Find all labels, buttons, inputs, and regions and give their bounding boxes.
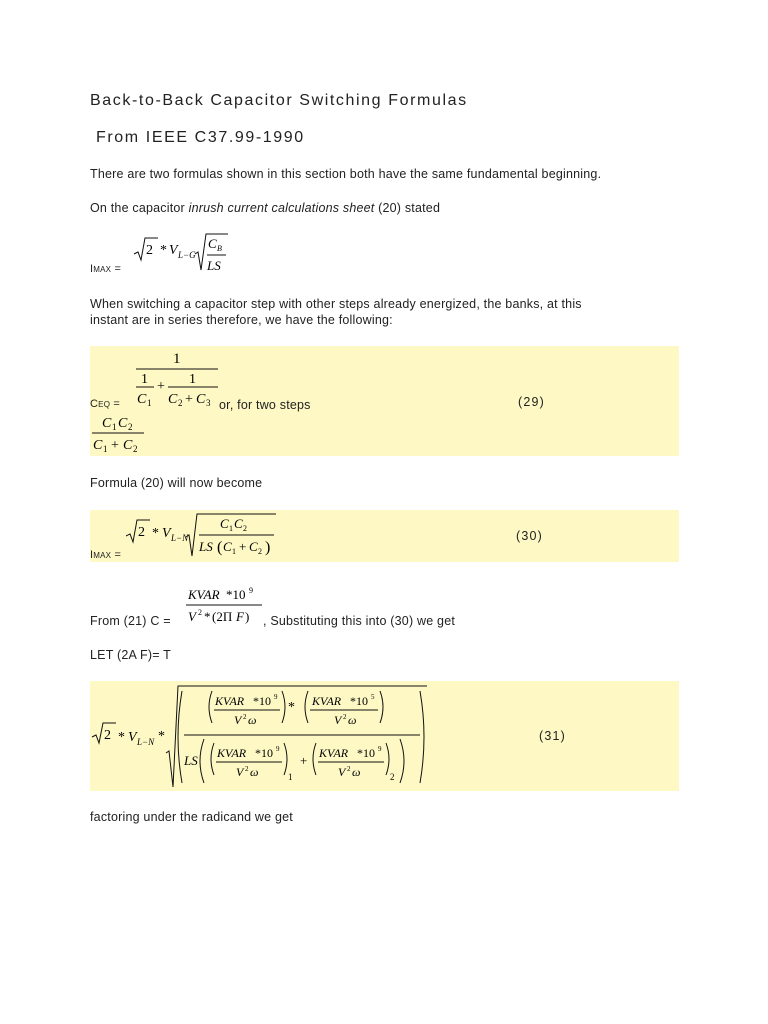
- equation-number-31: (31): [539, 729, 567, 743]
- ceq-letter: C: [90, 398, 99, 410]
- svg-text:(: (: [217, 539, 223, 556]
- svg-text:1: 1: [173, 351, 181, 367]
- svg-text:2: 2: [258, 547, 262, 556]
- svg-text:9: 9: [274, 693, 278, 701]
- svg-text:1: 1: [232, 547, 236, 556]
- svg-text:L−N: L−N: [137, 737, 155, 747]
- svg-text:KVAR: KVAR: [217, 746, 247, 760]
- formula-30: [124, 510, 284, 560]
- svg-text:V: V: [236, 765, 244, 779]
- svg-text:*: *: [158, 729, 165, 744]
- svg-text:ω: ω: [250, 765, 259, 779]
- formula-20: [132, 230, 242, 278]
- series-paragraph-line1: When switching a capacitor step with other steps already energized, the banks, at this: [90, 297, 582, 311]
- svg-text:C: C: [249, 539, 258, 554]
- svg-text:1: 1: [103, 444, 108, 454]
- svg-text:V: V: [162, 526, 171, 541]
- svg-text:C: C: [168, 392, 178, 407]
- svg-text:2: 2: [343, 713, 347, 721]
- svg-text:2: 2: [128, 422, 133, 432]
- ceq-subscript: EQ: [98, 400, 111, 409]
- svg-text:): ): [245, 609, 250, 624]
- svg-text:KVAR: KVAR: [319, 746, 349, 760]
- svg-text:*: *: [288, 700, 295, 715]
- svg-text:C: C: [123, 438, 133, 453]
- svg-text:C: C: [223, 539, 232, 554]
- svg-text:*: *: [152, 526, 159, 541]
- svg-text:1: 1: [189, 372, 196, 387]
- svg-text:C: C: [234, 516, 243, 531]
- imax-subscript: MAX: [93, 265, 112, 274]
- svg-text:KVAR: KVAR: [312, 694, 342, 708]
- svg-text:1: 1: [112, 422, 117, 432]
- capacitor-sheet-paragraph: [90, 201, 440, 215]
- svg-text:C: C: [102, 416, 112, 431]
- svg-text:2: 2: [347, 765, 351, 773]
- svg-text:9: 9: [249, 586, 253, 595]
- svg-text:2: 2: [245, 765, 249, 773]
- svg-text:2: 2: [243, 713, 247, 721]
- svg-text:V: V: [334, 713, 342, 727]
- svg-text:2: 2: [178, 398, 183, 408]
- svg-text:1: 1: [229, 524, 233, 533]
- imax-equals-30: =: [111, 549, 122, 561]
- svg-text:1: 1: [288, 772, 293, 782]
- svg-text:1: 1: [147, 398, 152, 408]
- svg-text:+: +: [185, 392, 193, 407]
- svg-text:*10: *10: [350, 694, 368, 708]
- svg-text:V: V: [128, 730, 137, 745]
- substituting-text: , Substituting this into (30) we get: [263, 614, 456, 628]
- svg-text:KVAR: KVAR: [215, 694, 245, 708]
- let-definition: LET (2A F)= T: [90, 648, 171, 662]
- intro-paragraph: There are two formulas shown in this section both have the same fundamental beginning.: [90, 167, 602, 181]
- imax-subscript-30: MAX: [93, 551, 112, 560]
- equation-number-29: (29): [518, 395, 546, 409]
- svg-text:1: 1: [141, 372, 148, 387]
- svg-text:C: C: [93, 438, 103, 453]
- svg-text:ω: ω: [348, 713, 357, 727]
- svg-text:5: 5: [371, 693, 375, 701]
- page-title: Back-to-Back Capacitor Switching Formulas: [90, 92, 468, 109]
- imax-letter: I: [90, 263, 94, 275]
- svg-text:2: 2: [146, 243, 153, 258]
- svg-text:KVAR: KVAR: [188, 587, 220, 602]
- svg-text:C: C: [220, 516, 229, 531]
- svg-text:LS: LS: [199, 539, 213, 554]
- svg-text:C: C: [118, 416, 128, 431]
- svg-text:(2Π: (2Π: [212, 609, 233, 624]
- svg-text:9: 9: [276, 745, 280, 753]
- svg-text:*10: *10: [255, 746, 273, 760]
- svg-text:V: V: [188, 609, 196, 624]
- svg-text:2: 2: [390, 772, 395, 782]
- factoring-text: factoring under the radicand we get: [90, 810, 293, 824]
- svg-text:+: +: [300, 753, 308, 768]
- para2-after: (20) stated: [374, 201, 441, 215]
- svg-text:ω: ω: [248, 713, 257, 727]
- svg-text:V: V: [169, 243, 178, 258]
- imax-label-30: [90, 549, 121, 561]
- svg-text:2: 2: [104, 728, 111, 743]
- svg-text:*: *: [204, 609, 211, 624]
- svg-text:C: C: [208, 236, 217, 251]
- svg-text:*: *: [160, 243, 167, 258]
- svg-text:+: +: [111, 438, 119, 453]
- from-21-text: From (21) C =: [90, 614, 171, 628]
- series-paragraph-line2: instant are in series therefore, we have the following:: [90, 313, 393, 327]
- svg-text:2: 2: [138, 525, 145, 540]
- svg-text:B: B: [217, 244, 222, 253]
- svg-text:9: 9: [378, 745, 382, 753]
- svg-text:*10: *10: [357, 746, 375, 760]
- para2-italic: inrush current calculations sheet: [188, 201, 375, 215]
- svg-text:3: 3: [206, 398, 211, 408]
- svg-text:LS: LS: [207, 258, 221, 273]
- imax-equals: =: [111, 263, 122, 275]
- svg-text:C: C: [196, 392, 206, 407]
- svg-text:+: +: [239, 539, 247, 554]
- para2-before: On the capacitor: [90, 201, 189, 215]
- svg-text:*10: *10: [226, 587, 246, 602]
- imax-label: [90, 263, 121, 275]
- svg-text:V: V: [234, 713, 242, 727]
- ceq-label: [90, 398, 120, 410]
- svg-text:ω: ω: [352, 765, 361, 779]
- svg-text:V: V: [338, 765, 346, 779]
- svg-text:L−G: L−G: [178, 250, 196, 260]
- formula-29-series: [132, 347, 232, 411]
- svg-text:2: 2: [243, 524, 247, 533]
- formula-21: [184, 583, 266, 627]
- svg-text:LS: LS: [184, 753, 198, 768]
- svg-text:2: 2: [198, 608, 202, 617]
- svg-text:C: C: [137, 392, 147, 407]
- formula-20-become-text: Formula (20) will now become: [90, 476, 263, 490]
- formula-31: [90, 683, 435, 789]
- svg-text:*: *: [118, 730, 125, 745]
- svg-text:L−N: L−N: [171, 533, 189, 543]
- ceq-equals: =: [110, 398, 121, 410]
- or-two-steps-text: or, for two steps: [219, 398, 311, 412]
- svg-text:+: +: [157, 379, 165, 394]
- formula-29-two-steps: [90, 411, 160, 455]
- page-subtitle: From IEEE C37.99-1990: [96, 129, 305, 146]
- equation-number-30: (30): [516, 529, 544, 543]
- svg-text:*10: *10: [253, 694, 271, 708]
- svg-text:F: F: [236, 609, 244, 624]
- imax-letter-30: I: [90, 549, 94, 561]
- svg-text:2: 2: [133, 444, 138, 454]
- svg-text:): ): [265, 539, 271, 556]
